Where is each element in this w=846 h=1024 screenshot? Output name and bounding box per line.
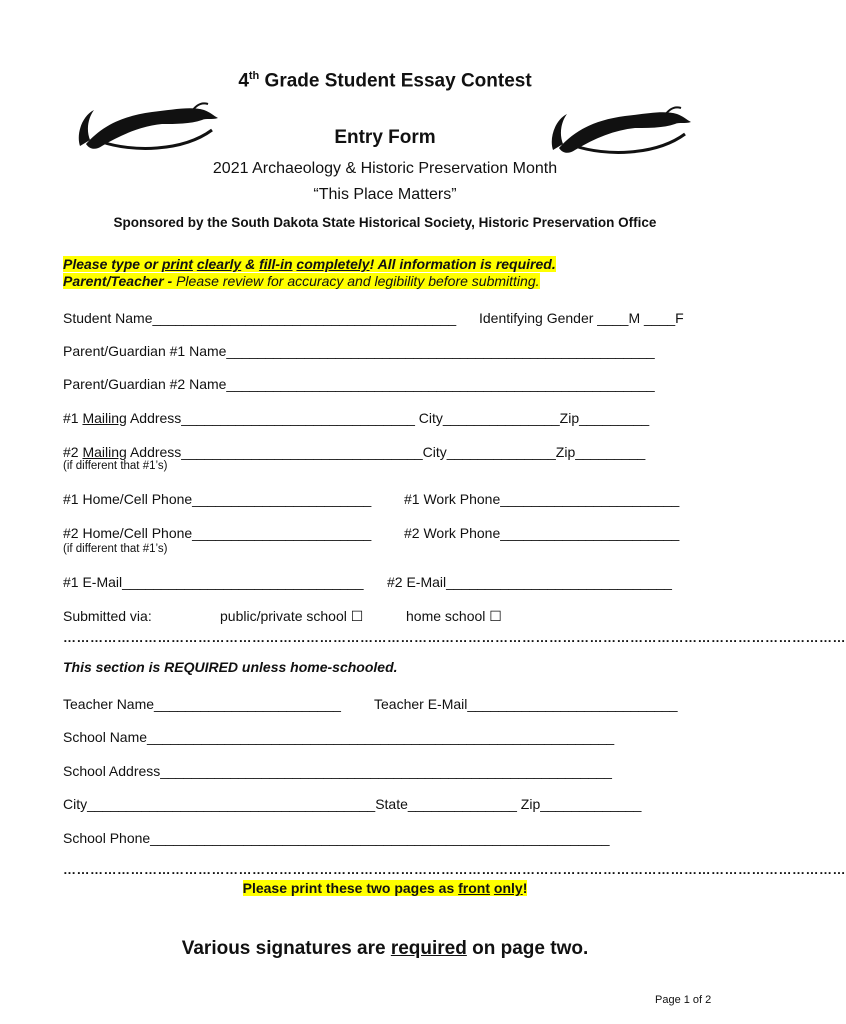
home-phone1-field[interactable]: #1 Home/Cell Phone_______________________ (63, 491, 372, 507)
home-school-checkbox[interactable]: home school ☐ (406, 608, 502, 624)
address2-field[interactable]: #2 Mailing Address_______________________________City______________Zip_________ (63, 444, 646, 460)
parent1-name-field[interactable]: Parent/Guardian #1 Name_______________________________________________________ (63, 343, 655, 359)
signatures-note: Various signatures are required on page two. (181, 938, 589, 959)
instructions-line-1: Please type or print clearly & fill-in completely! All information is required. (63, 256, 556, 272)
email2-field[interactable]: #2 E-Mail_____________________________ (387, 574, 672, 590)
school-name-field[interactable]: School Name____________________________________________________________ (63, 729, 615, 745)
page-title: 4th Grade Student Essay Contest (238, 70, 532, 92)
home-phone2-field[interactable]: #2 Home/Cell Phone_______________________ (63, 525, 372, 541)
parent2-name-field[interactable]: Parent/Guardian #2 Name_______________________________________________________ (63, 376, 655, 392)
school-section-note: This section is REQUIRED unless home-schooled. (63, 659, 398, 675)
instructions-line-2: Parent/Teacher - Please review for accuracy and legibility before submitting. (63, 273, 540, 289)
address1-field[interactable]: #1 Mailing Address______________________________ City_______________Zip_________ (63, 410, 650, 426)
sponsor-line: Sponsored by the South Dakota State Historical Society, Historic Preservation Office (113, 215, 657, 230)
submitted-via-label: Submitted via: (63, 608, 152, 624)
school-address-field[interactable]: School Address__________________________________________________________ (63, 763, 612, 779)
divider-2: ………………………………………………………………………………………………………………………………………………………… (63, 862, 846, 877)
school-city-state-zip-field[interactable]: City_____________________________________State______________ Zip_____________ (63, 796, 642, 812)
teacher-name-field[interactable]: Teacher Name________________________ (63, 696, 341, 712)
tagline: “This Place Matters” (313, 186, 457, 203)
work-phone1-field[interactable]: #1 Work Phone_______________________ (404, 491, 680, 507)
phone2-note: (if different that #1’s) (63, 543, 168, 555)
work-phone2-field[interactable]: #2 Work Phone_______________________ (404, 525, 680, 541)
page-number: Page 1 of 2 (655, 994, 712, 1006)
divider-1: ………………………………………………………………………………………………………………………………………………………… (63, 630, 846, 645)
teacher-email-field[interactable]: Teacher E-Mail___________________________ (374, 696, 678, 712)
email1-field[interactable]: #1 E-Mail_______________________________ (63, 574, 364, 590)
gender-field[interactable]: Identifying Gender ____M ____F (479, 310, 684, 326)
public-private-school-checkbox[interactable]: public/private school ☐ (220, 608, 364, 624)
student-name-field[interactable]: Student Name_______________________________________ (63, 310, 457, 326)
address2-note: (if different that #1’s) (63, 460, 168, 472)
print-instruction: Please print these two pages as front only! (242, 880, 528, 896)
form-title: Entry Form (334, 127, 436, 148)
school-phone-field[interactable]: School Phone___________________________________________________________ (63, 830, 610, 846)
subtitle: 2021 Archaeology & Historic Preservation Month (212, 160, 558, 177)
